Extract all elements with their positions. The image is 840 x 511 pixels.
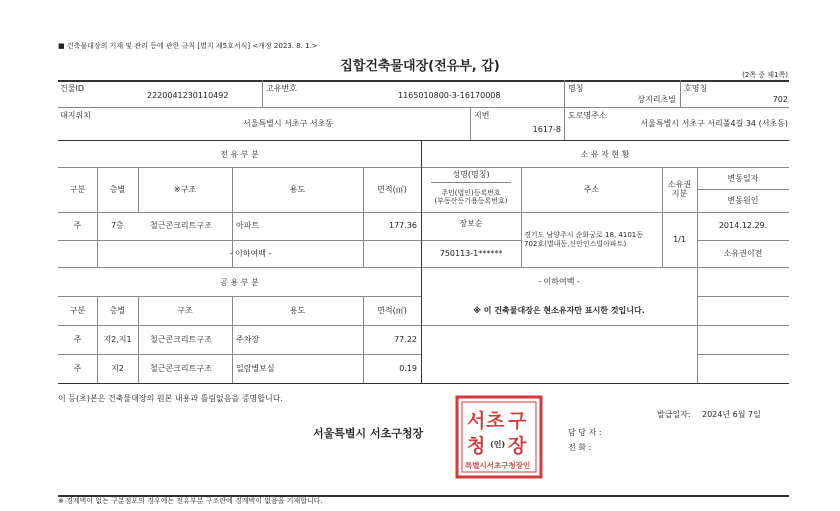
bldg-id-value: 2220041230110492 <box>147 91 229 100</box>
divider <box>58 140 789 141</box>
divider <box>58 383 789 384</box>
owner-id: 750113-1****** <box>439 249 503 258</box>
col-header: 구분 <box>69 185 86 194</box>
unique-no-value: 1165010800-3-16170008 <box>398 91 501 100</box>
divider <box>697 240 789 241</box>
common-cell: 철근콘크리트구조 <box>150 364 212 373</box>
exclusive-end: - 이하여백 - <box>229 249 272 258</box>
common-cell: 지2 <box>111 364 124 373</box>
bottom-note: ※ 경계벽이 없는 구분점포의 경우에는 전유부분 구조란에 경계벽이 없음을 기재합니다. <box>58 497 323 505</box>
official-seal <box>454 394 544 480</box>
issue-date-value: 2024년 6월 7일 <box>702 410 761 419</box>
common-cell: 77.22 <box>394 335 417 344</box>
divider <box>421 240 521 241</box>
col-header: 면적(㎡) <box>377 306 407 315</box>
divider <box>697 189 789 190</box>
col-header: ※구조 <box>173 185 197 194</box>
divider <box>564 80 565 107</box>
owner-id-header: 주민(법인)등록번호 (부동산등기용등록번호) <box>434 189 508 205</box>
svg-text:서: 서 <box>467 410 486 432</box>
owner-end: - 이하여백 - <box>538 277 580 286</box>
divider <box>97 167 98 267</box>
common-cell: 지2,지1 <box>103 335 132 344</box>
common-cell: 주차장 <box>236 335 260 344</box>
owner-share-header: 소유권 지분 <box>667 180 692 198</box>
divider <box>58 354 421 355</box>
owner-note: ※ 이 건축물대장은 현소유자만 표시한 것입니다. <box>473 306 645 315</box>
divider <box>521 167 522 267</box>
road-label: 도로명주소 <box>568 111 607 120</box>
bldg-id-label: 건물ID <box>60 84 84 93</box>
exclusive-cell: 7층 <box>111 221 124 230</box>
svg-text:특별시서초구청장인: 특별시서초구청장인 <box>465 461 531 470</box>
svg-text:초: 초 <box>486 410 505 432</box>
common-cell: 0.19 <box>399 364 417 373</box>
owner-change-date: 2014.12.29. <box>718 221 768 230</box>
unit-value: 702 <box>772 95 788 104</box>
divider <box>58 240 421 241</box>
svg-text:장: 장 <box>508 435 527 457</box>
person-label: 담 당 자 : <box>568 428 602 437</box>
common-title: 공 용 부 분 <box>220 278 259 287</box>
svg-text:청: 청 <box>467 435 486 457</box>
site-value: 서울특별시 서초구 서초동 <box>243 119 334 128</box>
col-header: 면적(㎡) <box>377 185 407 194</box>
exclusive-cell: 아파트 <box>236 221 260 230</box>
exclusive-title: 전 유 부 분 <box>220 150 259 159</box>
common-cell: 일람별보실 <box>236 364 275 373</box>
divider <box>58 107 789 108</box>
divider <box>564 107 565 140</box>
form-note: ■ 건축물대장의 기재 및 관리 등에 관한 규칙 [별지 제5호서식] <개정 2023. 8. 1.> <box>58 42 318 50</box>
phone-label: 전 화 : <box>568 443 592 452</box>
col-header: 구조 <box>177 306 193 315</box>
lot-label: 지번 <box>474 111 490 120</box>
lot-value: 1617-8 <box>532 125 561 134</box>
owner-date-header: 변동일자 <box>727 174 759 183</box>
issuer-name: 서울특별시 서초구청장 <box>313 427 424 440</box>
divider <box>470 107 471 140</box>
divider <box>58 267 789 268</box>
divider <box>697 296 789 297</box>
issue-date-label: 발급일자: <box>657 410 691 419</box>
divider <box>58 212 789 213</box>
owner-name: 장보순 <box>459 219 483 228</box>
exclusive-cell: 철근콘크리트구조 <box>150 221 212 230</box>
owner-address-line2: 702호(별내동,신안인스빌아파트) <box>524 240 627 248</box>
owner-reason-header: 변동원인 <box>727 196 759 205</box>
col-header: 용도 <box>289 306 306 315</box>
common-cell: 철근콘크리트구조 <box>150 335 212 344</box>
common-cell: 주 <box>73 335 82 344</box>
svg-text:(인): (인) <box>490 439 506 449</box>
page-title: 집합건축물대장(전유부, 갑) <box>340 59 500 74</box>
site-label: 대지위치 <box>60 111 91 120</box>
certify-text: 이 등(초)본은 건축물대장의 원본 내용과 틀림없음을 증명합니다. <box>58 394 283 403</box>
divider <box>262 80 263 107</box>
col-header: 구분 <box>69 306 86 315</box>
owner-addr-header: 주소 <box>583 185 600 194</box>
common-cell: 주 <box>73 364 82 373</box>
unique-no-label: 고유번호 <box>266 84 297 93</box>
divider <box>58 325 789 326</box>
divider <box>58 296 421 297</box>
owner-name-header: 성명(명칭) <box>452 170 490 179</box>
divider <box>431 182 511 183</box>
exclusive-cell: 177.36 <box>389 221 417 230</box>
divider <box>58 167 789 168</box>
divider <box>680 80 681 107</box>
col-header: 층별 <box>109 306 126 315</box>
owner-title: 소 유 자 현 황 <box>580 150 630 159</box>
name-label: 명칭 <box>568 84 584 93</box>
page-number: (2쪽 중 제1쪽) <box>742 71 788 79</box>
owner-address-line1: 경기도 남양주시 순화궁로 18, 4101동 <box>524 231 643 239</box>
svg-text:구: 구 <box>508 410 527 432</box>
name-value: 상지리츠빌 <box>637 95 676 104</box>
divider <box>363 167 364 267</box>
owner-share: 1/1 <box>673 235 686 244</box>
col-header: 용도 <box>289 185 306 194</box>
col-header: 층별 <box>109 185 126 194</box>
owner-change-reason: 소유권이전 <box>723 249 763 258</box>
divider <box>697 354 789 355</box>
road-value: 서울특별시 서초구 서리풀4길 34 (서초동) <box>640 119 788 128</box>
exclusive-cell: 주 <box>73 221 82 230</box>
unit-label: 호명칭 <box>684 84 708 93</box>
